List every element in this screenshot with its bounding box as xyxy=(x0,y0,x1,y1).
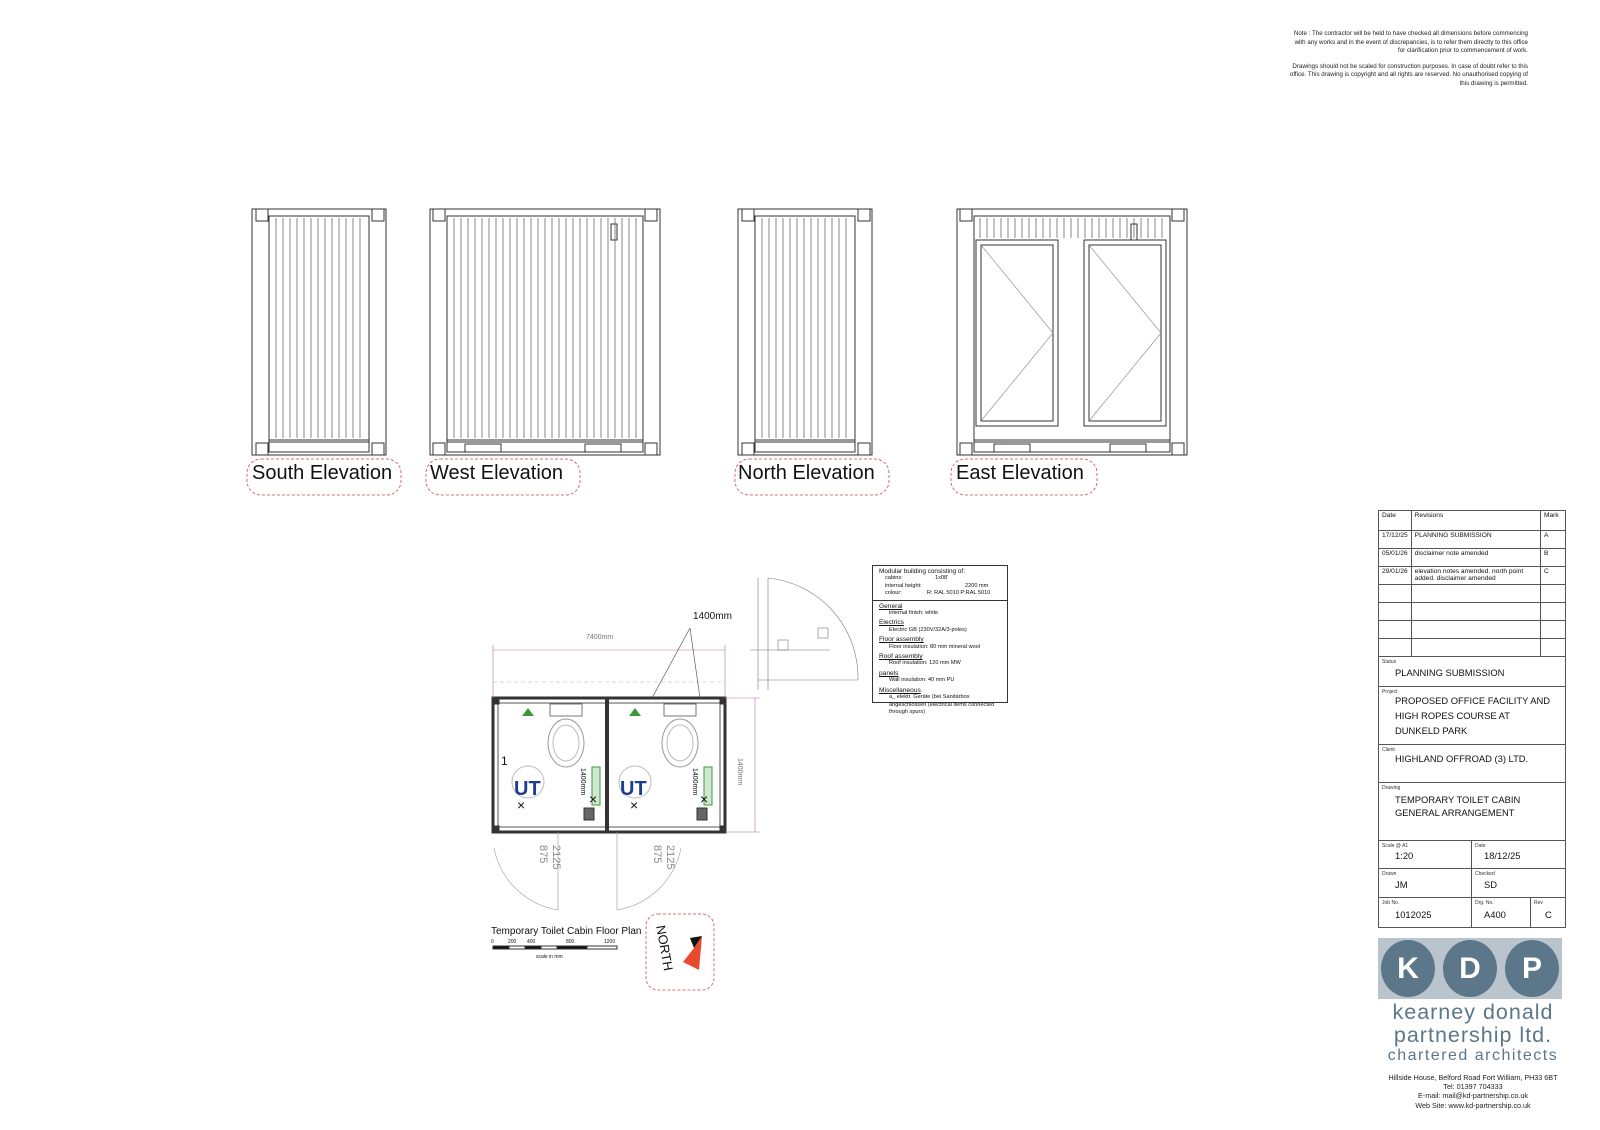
title-block xyxy=(1378,510,1566,928)
plan-dim-top: 7400mm xyxy=(586,634,614,641)
client-value: HIGHLAND OFFROAD (3) LTD. xyxy=(1395,753,1529,764)
rev-date: 17/12/25 xyxy=(1379,531,1412,549)
logo-letter-k: K xyxy=(1381,940,1435,997)
client-label: Client xyxy=(1382,747,1395,753)
spec-item-roof: Roof insulation: 120 mm MW xyxy=(889,660,961,667)
drg-label: Drg. No. xyxy=(1475,900,1494,906)
spec-item-electrics: Electric GB (230V/32A/3-poles) xyxy=(889,626,967,633)
scale-date-row xyxy=(1378,841,1566,869)
svg-text:×: × xyxy=(630,797,639,813)
firm-name-line-1: kearney donald xyxy=(1392,1000,1554,1024)
plan-marker: 1 xyxy=(501,754,508,768)
rev-date: 29/01/26 xyxy=(1379,567,1412,585)
door-dim-1: 875 xyxy=(537,845,549,864)
plan-title: Temporary Toilet Cabin Floor Plan xyxy=(491,926,642,937)
firm-logo xyxy=(1378,938,1568,1110)
svg-text:UT: UT xyxy=(514,778,541,800)
date-label: Date xyxy=(1475,843,1486,849)
rev-header-mark: Mark xyxy=(1541,511,1566,531)
logo-circles xyxy=(1378,938,1562,999)
plan-dim-side: 1400mm xyxy=(736,758,743,786)
firm-address: Hillside House, Belford Road Fort William, PH33 6BT xyxy=(1388,1073,1558,1082)
door-dim-2: 2125 xyxy=(550,845,562,870)
scale-caption: scale in mm xyxy=(536,954,563,960)
drg-value: A400 xyxy=(1484,909,1506,920)
rev-text: disclaimer note amended xyxy=(1411,549,1540,567)
spec-item-panels: Wall insulation: 40 mm PU xyxy=(889,677,955,684)
scale-box xyxy=(1378,841,1472,869)
spec-heading: Modular building consisting of: xyxy=(879,568,965,575)
job-value: 1012025 xyxy=(1395,909,1432,920)
spec-box xyxy=(872,565,1008,715)
revision-table xyxy=(1378,510,1566,657)
rev-value: C xyxy=(1545,909,1552,920)
corner-detail xyxy=(750,578,858,690)
north-label: NORTH xyxy=(653,924,676,972)
plan-dim-stall-2: 1400mm xyxy=(691,768,698,796)
south-elevation-label: South Elevation xyxy=(252,462,393,484)
spec-item-general: internal finish: white xyxy=(889,610,939,617)
scale-tick-400: 400 xyxy=(527,939,536,945)
rev-mark: A xyxy=(1541,531,1566,549)
west-elevation xyxy=(430,209,660,455)
status-value: PLANNING SUBMISSION xyxy=(1395,667,1505,678)
firm-name-line-2: partnership ltd. xyxy=(1393,1023,1553,1047)
drawn-value: JM xyxy=(1395,879,1408,890)
drawing-line-1: TEMPORARY TOILET CABIN xyxy=(1395,794,1521,805)
scale-value: 1:20 xyxy=(1395,850,1414,861)
south-elevation xyxy=(252,209,386,455)
scale-tick-800: 800 xyxy=(566,939,575,945)
west-elevation-label: West Elevation xyxy=(430,462,564,484)
checked-value: SD xyxy=(1484,879,1498,890)
label-clouds xyxy=(247,459,1097,990)
door-dim-3: 875 xyxy=(651,845,663,864)
spec-cabins-value: 1x08' xyxy=(935,575,949,582)
status-label: Status xyxy=(1382,659,1397,665)
firm-email: E-mail: mail@kd-partnership.co.uk xyxy=(1418,1091,1528,1101)
east-elevation xyxy=(957,209,1187,455)
drawing-label: Drawing xyxy=(1382,785,1401,791)
spec-section-floor: Floor assembly xyxy=(879,636,924,644)
rev-label: Rev xyxy=(1534,900,1543,906)
drawn-label: Drawn xyxy=(1382,871,1397,877)
svg-text:UT: UT xyxy=(620,778,647,800)
note-paragraph-2: Drawings should not be scaled for construction purposes. In case of doubt refer to this office. This drawing is copyright and all rights are reserved. No unauthorised copying of this drawing is permitted. xyxy=(1289,62,1528,87)
north-elevation-label: North Elevation xyxy=(738,462,875,484)
drawing-box xyxy=(1378,783,1566,841)
spec-colour-value: R: RAL 5010 P:RAL 5010 xyxy=(927,590,991,597)
checked-box xyxy=(1472,869,1566,898)
east-elevation-label: East Elevation xyxy=(956,462,1084,484)
scale-tick-0: 0 xyxy=(491,939,494,945)
rev-box xyxy=(1531,898,1566,928)
spec-item-floor: Floor insulation: 80 mm mineral wool xyxy=(889,643,981,650)
svg-text:×: × xyxy=(517,797,526,813)
drawing-line-2: GENERAL ARRANGEMENT xyxy=(1395,807,1515,818)
date-box xyxy=(1472,841,1566,869)
spec-item-misc: a_ elektr. Geräte (bei Sanitärbox angeschlossen (electrical items connected through spurs) xyxy=(889,694,995,715)
logo-letter-d: D xyxy=(1443,940,1497,997)
logo-letter-p: P xyxy=(1505,940,1559,997)
rev-header-revisions: Revisions xyxy=(1411,511,1540,531)
scale-tick-200: 200 xyxy=(508,939,517,945)
note-paragraph-1: Note : The contractor will be held to have checked all dimensions before commencing with any works and in the event of discrepancies, is to refer them directly to this office for clarification prior to commencement of work. xyxy=(1293,30,1528,55)
client-box xyxy=(1378,745,1566,783)
scale-label: Scale @ A1 xyxy=(1382,843,1409,849)
firm-contact xyxy=(1378,1073,1568,1110)
project-line-2: HIGH ROPES COURSE AT xyxy=(1395,710,1510,721)
spec-cabins-label: cabins: xyxy=(885,575,903,582)
spec-section-general: General xyxy=(879,602,903,610)
spec-colour-label: colour: xyxy=(885,590,902,597)
plan-dim-1400: 1400mm xyxy=(693,611,732,622)
status-box xyxy=(1378,657,1566,687)
date-value: 18/12/25 xyxy=(1484,850,1521,861)
project-line-1: PROPOSED OFFICE FACILITY AND xyxy=(1395,695,1551,706)
svg-text:×: × xyxy=(589,791,598,807)
drawn-checked-row xyxy=(1378,869,1566,898)
firm-name-line-3: chartered architects xyxy=(1387,1047,1559,1064)
spec-section-panels: panels xyxy=(879,669,899,677)
scale-tick-1200: 1200 xyxy=(604,939,616,945)
north-elevation xyxy=(738,209,872,455)
door-dim-4: 2125 xyxy=(664,845,676,870)
project-line-3: DUNKELD PARK xyxy=(1395,725,1468,736)
plan-dim-stall-1: 1400mm xyxy=(579,768,586,796)
rev-mark: B xyxy=(1541,549,1566,567)
spec-section-roof: Roof assembly xyxy=(879,653,923,661)
spec-section-misc: Miscellaneous xyxy=(879,686,921,694)
north-arrow xyxy=(683,936,702,970)
rev-text: PLANNING SUBMISSION xyxy=(1411,531,1540,549)
rev-text: elevation notes amended. north point added. disclaimer amended xyxy=(1411,567,1540,585)
drg-box xyxy=(1472,898,1531,928)
svg-text:×: × xyxy=(700,791,709,807)
floor-plan xyxy=(493,628,760,910)
firm-web: Web Site: www.kd-partnership.co.uk xyxy=(1415,1100,1531,1110)
spec-height-value: 2200 mm xyxy=(965,582,989,589)
drawn-box xyxy=(1378,869,1472,898)
rev-date: 05/01/26 xyxy=(1379,549,1412,567)
firm-tel: Tel: 01397 704333 xyxy=(1443,1082,1503,1092)
spec-section-electrics: Electrics xyxy=(879,619,904,627)
spec-height-label: internal height: xyxy=(885,582,922,589)
job-box xyxy=(1378,898,1472,928)
project-box xyxy=(1378,687,1566,745)
job-label: Job No. xyxy=(1382,900,1400,906)
rev-mark: C xyxy=(1541,567,1566,585)
checked-label: Checked xyxy=(1475,871,1495,877)
job-drg-rev-row xyxy=(1378,898,1566,928)
project-label: Project xyxy=(1382,689,1398,695)
rev-header-date: Date xyxy=(1379,511,1412,531)
scale-bar xyxy=(493,946,617,949)
